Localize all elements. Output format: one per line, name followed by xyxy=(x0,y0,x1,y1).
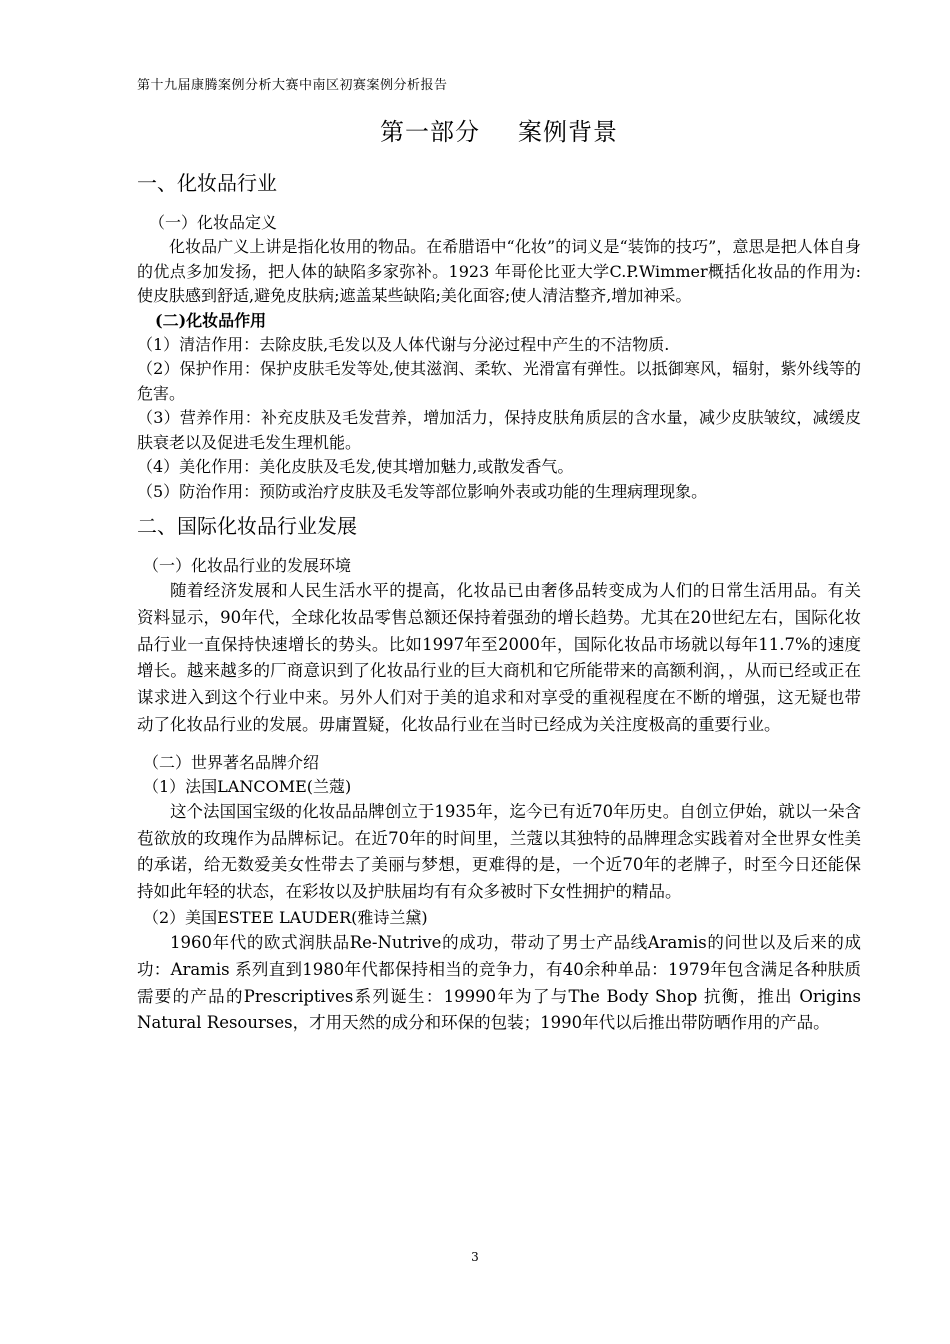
page-content xyxy=(137,112,861,1037)
section2-sub1-heading: （一）化妆品行业的发展环境 xyxy=(143,556,352,575)
page-number: 3 xyxy=(471,1250,479,1264)
section2-sub2-heading: （二）世界著名品牌介绍 xyxy=(143,752,320,772)
section1-sub1-text: 化妆品广义上讲是指化妆用的物品。在希腊语中“化妆”的词义是“装饰的技巧”，意思是把人体自身的优点多加发扬，把人体的缺陷多家弥补。1923 年哥伦比亚大学C.P.Wimmer概括化妆品的作用为:使皮肤感到舒适,避免皮肤病;遮盖某些缺陷;美化面容;使人清洁整齐,增加神采。 xyxy=(137,237,861,305)
brand1-heading: （1）法国LANCOME(兰蔻) xyxy=(143,776,352,796)
running-header: 第十九届康腾案例分析大赛中南区初赛案例分析报告 xyxy=(137,78,448,93)
brand2-text: 1960年代的欧式润肤品Re-Nutrive的成功，带动了男士产品线Aramis的问世以及后来的成功：Aramis 系列直到1980年代都保持相当的竞争力，有40余种单品：1979年包含满足各种肤质需要的产品的Prescriptives系列诞生：19990年为了与The Body Shop 抗衡，推出 Origins Natural Resourses，才用天然的成分和环保的包装；1990年代以后推出带防晒作用的产品。 xyxy=(137,932,861,1033)
list-item: （1）清洁作用：去除皮肤,毛发以及人体代谢与分泌过程中产生的不洁物质. xyxy=(137,334,670,354)
brand1-text: 这个法国国宝级的化妆品品牌创立于1935年，迄今已有近70年历史。自创立伊始，就以一朵含苞欲放的玫瑰作为品牌标记。在近70年的时间里，兰蔻以其独特的品牌理念实践着对全世界女性美的承诺，给无数爱美女性带去了美丽与梦想，更难得的是，一个近70年的老牌子，时至今日还能保持如此年轻的状态，在彩妆以及护肤届均有有众多被时下女性拥护的精品。 xyxy=(137,801,861,902)
section1-sub2-heading: (二)化妆品作用 xyxy=(155,310,267,330)
list-item: （2）保护作用：保护皮肤毛发等处,使其滋润、柔软、光滑富有弹性。以抵御寒风，辐射，紫外线等的危害。 xyxy=(137,359,861,403)
page-title xyxy=(137,112,861,147)
list-item: （4）美化作用：美化皮肤及毛发,使其增加魅力,或散发香气。 xyxy=(137,457,574,476)
title-part: 第一部分 xyxy=(380,118,480,146)
section2-sub1-text: 随着经济发展和人民生活水平的提高，化妆品已由奢侈品转变成为人们的日常生活用品。有关资料显示，90年代，全球化妆品零售总额还保持着强劲的增长趋势。尤其在20世纪左右，国际化妆品行业一直保持快速增长的势头。比如1997年至2000年，国际化妆品市场就以每年11.7%的速度增长。越来越多的厂商意识到了化妆品行业的巨大商机和它所能带来的高额利润，，从而已经或正在谋求进入到这个行业中来。另外人们对于美的追求和对享受的重视程度在不断的增强，这无疑也带动了化妆品行业的发展。毋庸置疑，化妆品行业在当时已经成为关注度极高的重要行业。 xyxy=(137,581,861,734)
list-item: （3）营养作用：补充皮肤及毛发营养，增加活力，保持皮肤角质层的含水量，减少皮肤皱纹，减缓皮肤衰老以及促进毛发生理机能。 xyxy=(137,408,861,452)
section1-sub1-heading: （一）化妆品定义 xyxy=(149,213,278,232)
list-item: （5）防治作用：预防或治疗皮肤及毛发等部位影响外表或功能的生理病理现象。 xyxy=(137,481,708,501)
brand2-heading: （2）美国ESTEE LAUDER(雅诗兰黛) xyxy=(143,907,428,927)
functions-list xyxy=(137,333,861,505)
title-name: 案例背景 xyxy=(518,118,618,146)
section1-heading: 一、化妆品行业 xyxy=(137,171,277,195)
section2-heading: 二、国际化妆品行业发展 xyxy=(137,514,357,538)
